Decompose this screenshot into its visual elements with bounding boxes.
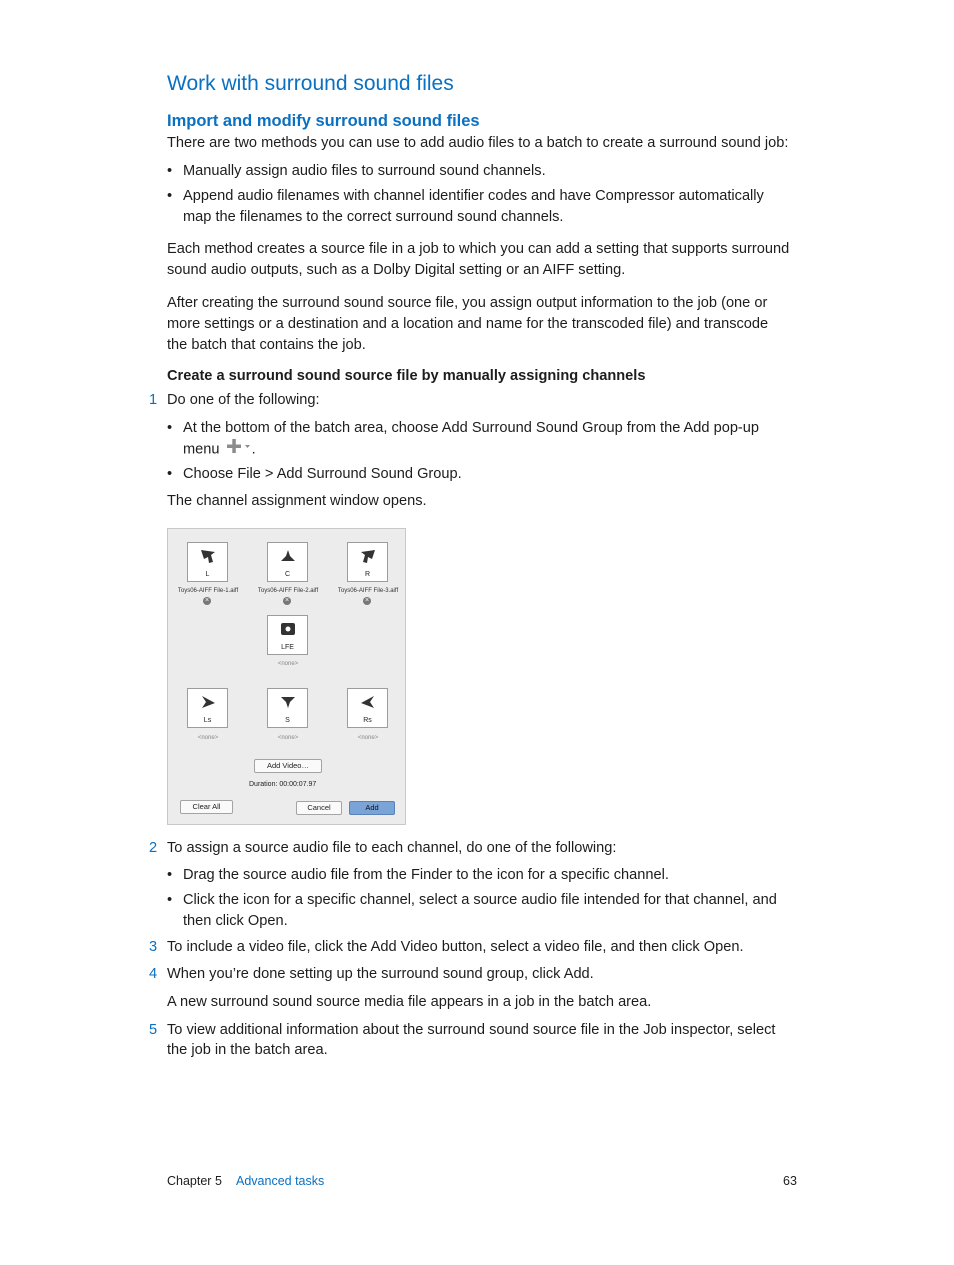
speaker-right-icon <box>360 548 376 564</box>
channel-s-tile[interactable] <box>267 688 308 728</box>
step-number: 2 <box>149 840 158 856</box>
step-result: The channel assignment window opens. <box>167 493 427 509</box>
remove-file-icon[interactable]: × <box>204 597 210 604</box>
channel-lfe-tile[interactable] <box>267 615 308 655</box>
channel-label: Rs <box>363 717 372 724</box>
speaker-right-surround-icon <box>360 694 376 710</box>
speaker-center-icon <box>280 548 296 564</box>
paragraph-line: After creating the surround sound source file, you assign output information to the job (one or <box>167 295 768 311</box>
step-text: To view additional information about the surround sound source file in the Job inspector, select <box>167 1022 776 1038</box>
channel-file-name: <none> <box>357 735 379 741</box>
speaker-surround-icon <box>280 694 296 710</box>
add-button[interactable]: Add <box>349 801 395 815</box>
channel-file-name: Toys06-AIFF File-1.aiff <box>177 588 239 594</box>
cancel-button[interactable]: Cancel <box>296 801 342 815</box>
paragraph-line: Each method creates a source file in a job to which you can add a setting that supports surround <box>167 241 790 257</box>
list-item: • At the bottom of the batch area, choose Add Surround Sound Group from the Add pop-up <box>167 420 760 436</box>
duration-label: Duration: 00:00:07.97 <box>249 781 317 788</box>
channel-assignment-window <box>167 528 406 825</box>
remove-file-icon[interactable]: × <box>364 597 370 604</box>
channel-label: LFE <box>281 644 294 651</box>
channel-label: R <box>364 571 371 578</box>
channel-ls-tile[interactable] <box>187 688 228 728</box>
step-number: 3 <box>149 939 158 955</box>
step-number: 1 <box>149 392 158 408</box>
speaker-left-icon <box>200 548 216 564</box>
step-1 <box>0 390 954 411</box>
page-heading: Work with surround sound files <box>167 72 454 95</box>
step-result: A new surround sound source media file appears in a job in the batch area. <box>167 994 652 1010</box>
footer-section-link[interactable]: Advanced tasks <box>236 1174 325 1188</box>
paragraph-line: the batch that contains the job. <box>167 337 366 353</box>
step-text: When you’re done setting up the surround sound group, click Add. <box>167 966 594 982</box>
list-item: • Manually assign audio files to surround sound channels. <box>167 163 546 179</box>
list-item: • Drag the source audio file from the Finder to the icon for a specific channel. <box>167 867 669 883</box>
paragraph-line: more settings or a destination and a location and name for the transcoded file) and transcode <box>167 316 769 332</box>
intro-text: There are two methods you can use to add audio files to a batch to create a surround sound job: <box>167 135 789 151</box>
task-heading: Create a surround sound source file by manually assigning channels <box>167 368 646 384</box>
remove-file-icon[interactable]: × <box>284 597 290 604</box>
step-number: 4 <box>149 966 158 982</box>
channel-file-name: Toys06-AIFF File-3.aiff <box>337 588 399 594</box>
channel-r-tile[interactable] <box>347 542 388 582</box>
step-2 <box>0 838 954 859</box>
clear-all-button[interactable]: Clear All <box>180 800 233 814</box>
subwoofer-icon <box>280 621 296 637</box>
channel-c-tile[interactable] <box>267 542 308 582</box>
page-number: 63 <box>783 1174 797 1188</box>
step-text: To include a video file, click the Add Video button, select a video file, and then click Open. <box>167 939 744 955</box>
list-item: • Append audio filenames with channel identifier codes and have Compressor automatically <box>167 188 764 204</box>
channel-file-name: Toys06-AIFF File-2.aiff <box>257 588 319 594</box>
add-video-button[interactable]: Add Video… <box>254 759 322 773</box>
step-text: To assign a source audio file to each channel, do one of the following: <box>167 840 617 856</box>
channel-file-name: <none> <box>277 661 299 667</box>
channel-file-name: <none> <box>197 735 219 741</box>
footer-chapter: Chapter 5 <box>167 1174 222 1188</box>
step-text-continuation: the job in the batch area. <box>167 1042 328 1058</box>
list-item: • Choose File > Add Surround Sound Group. <box>167 466 462 482</box>
channel-label: C <box>284 571 291 578</box>
list-item-continuation: map the filenames to the correct surround sound channels. <box>183 209 564 225</box>
step-text: Do one of the following: <box>167 392 320 408</box>
channel-file-name: <none> <box>277 735 299 741</box>
paragraph-line: sound audio outputs, such as a Dolby Digital setting or an AIFF setting. <box>167 262 626 278</box>
list-item-continuation: then click Open. <box>183 913 288 929</box>
step-4 <box>0 964 954 985</box>
add-popup-icon <box>224 439 252 460</box>
channel-label: Ls <box>203 717 212 724</box>
speaker-left-surround-icon <box>200 694 216 710</box>
channel-rs-tile[interactable] <box>347 688 388 728</box>
step-5 <box>0 1020 954 1041</box>
section-heading: Import and modify surround sound files <box>167 112 480 130</box>
channel-l-tile[interactable] <box>187 542 228 582</box>
list-item-continuation: menu . <box>183 439 256 460</box>
channel-label: S <box>285 717 290 724</box>
channel-label: L <box>205 571 210 578</box>
step-3 <box>0 937 954 958</box>
step-number: 5 <box>149 1022 158 1038</box>
list-item: • Click the icon for a specific channel, select a source audio file intended for that channel, and <box>167 892 777 908</box>
